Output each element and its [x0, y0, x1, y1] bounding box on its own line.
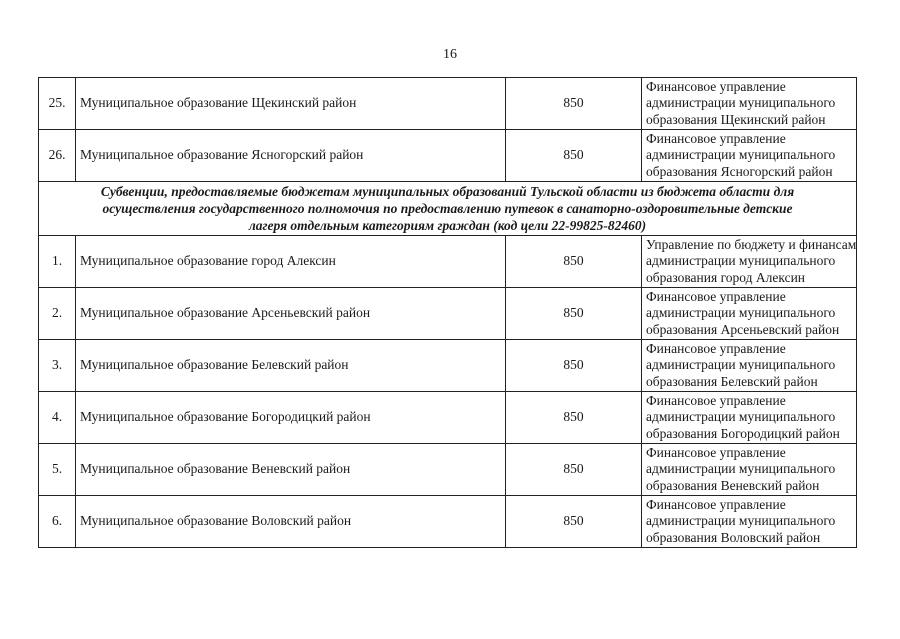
- row-number: 3.: [39, 340, 76, 392]
- row-number: 1.: [39, 236, 76, 288]
- row-number: 2.: [39, 288, 76, 340]
- row-number: 26.: [39, 130, 76, 182]
- row-number: 6.: [39, 496, 76, 548]
- table-row: [39, 236, 857, 288]
- municipality-name: Муниципальное образование Веневский район: [76, 444, 506, 496]
- administrator-line: образования город Алексин: [646, 269, 806, 285]
- administrator-line: Финансовое управление: [646, 444, 786, 460]
- section-header-row: [39, 182, 857, 236]
- administrator-line: образования Ясногорский район: [646, 163, 833, 179]
- section-header-line: лагеря отдельным категориям граждан (код цели 22-99825-82460): [248, 218, 647, 233]
- municipality-name: Муниципальное образование город Алексин: [76, 236, 506, 288]
- administrator-line: образования Богородицкий район: [646, 425, 840, 441]
- administrator-line: администрации муниципального: [646, 461, 836, 477]
- subventions-table: [38, 77, 857, 548]
- row-number: 25.: [39, 78, 76, 130]
- table-row: [39, 130, 857, 182]
- administrator-name: [642, 288, 857, 340]
- municipality-name: Муниципальное образование Воловский район: [76, 496, 506, 548]
- row-number: 4.: [39, 392, 76, 444]
- administrator-line: администрации муниципального: [646, 253, 836, 269]
- municipality-name: Муниципальное образование Ясногорский район: [76, 130, 506, 182]
- administrator-line: Финансовое управление: [646, 340, 786, 356]
- administrator-line: образования Щекинский район: [646, 111, 826, 127]
- administrator-line: администрации муниципального: [646, 147, 836, 163]
- budget-code: 850: [506, 340, 642, 392]
- municipality-name: Муниципальное образование Богородицкий район: [76, 392, 506, 444]
- section-header-line: Субвенции, предоставляемые бюджетам муниципальных образований Тульской области из бюджета области для: [100, 184, 795, 199]
- municipality-name: Муниципальное образование Белевский район: [76, 340, 506, 392]
- administrator-line: образования Веневский район: [646, 477, 820, 493]
- table-row: [39, 392, 857, 444]
- table-row: [39, 78, 857, 130]
- row-number: 5.: [39, 444, 76, 496]
- budget-code: 850: [506, 444, 642, 496]
- section-header-line: осуществления государственного полномочия по предоставлению путевок в санаторно-оздоровительные детские: [102, 201, 793, 216]
- administrator-name: [642, 444, 857, 496]
- table-row: [39, 340, 857, 392]
- administrator-name: [642, 340, 857, 392]
- budget-code: 850: [506, 392, 642, 444]
- budget-code: 850: [506, 78, 642, 130]
- administrator-line: администрации муниципального: [646, 357, 836, 373]
- administrator-name: [642, 236, 857, 288]
- administrator-line: Финансовое управление: [646, 130, 786, 146]
- administrator-line: Финансовое управление: [646, 496, 786, 512]
- administrator-line: администрации муниципального: [646, 513, 836, 529]
- section-header: [39, 182, 857, 236]
- administrator-line: администрации муниципального: [646, 305, 836, 321]
- administrator-line: образования Арсеньевский район: [646, 321, 840, 337]
- budget-code: 850: [506, 236, 642, 288]
- administrator-line: образования Белевский район: [646, 373, 818, 389]
- budget-code: 850: [506, 130, 642, 182]
- administrator-line: образования Воловский район: [646, 529, 821, 545]
- table-row: [39, 288, 857, 340]
- administrator-line: администрации муниципального: [646, 95, 836, 111]
- budget-code: 850: [506, 496, 642, 548]
- table-row: [39, 444, 857, 496]
- budget-code: 850: [506, 288, 642, 340]
- administrator-line: Управление по бюджету и финансам: [646, 236, 857, 252]
- table-row: [39, 496, 857, 548]
- administrator-line: Финансовое управление: [646, 392, 786, 408]
- administrator-line: Финансовое управление: [646, 78, 786, 94]
- administrator-name: [642, 130, 857, 182]
- page-number: 16: [443, 47, 457, 62]
- administrator-name: [642, 496, 857, 548]
- administrator-line: администрации муниципального: [646, 409, 836, 425]
- municipality-name: Муниципальное образование Арсеньевский район: [76, 288, 506, 340]
- administrator-name: [642, 392, 857, 444]
- administrator-name: [642, 78, 857, 130]
- municipality-name: Муниципальное образование Щекинский район: [76, 78, 506, 130]
- administrator-line: Финансовое управление: [646, 288, 786, 304]
